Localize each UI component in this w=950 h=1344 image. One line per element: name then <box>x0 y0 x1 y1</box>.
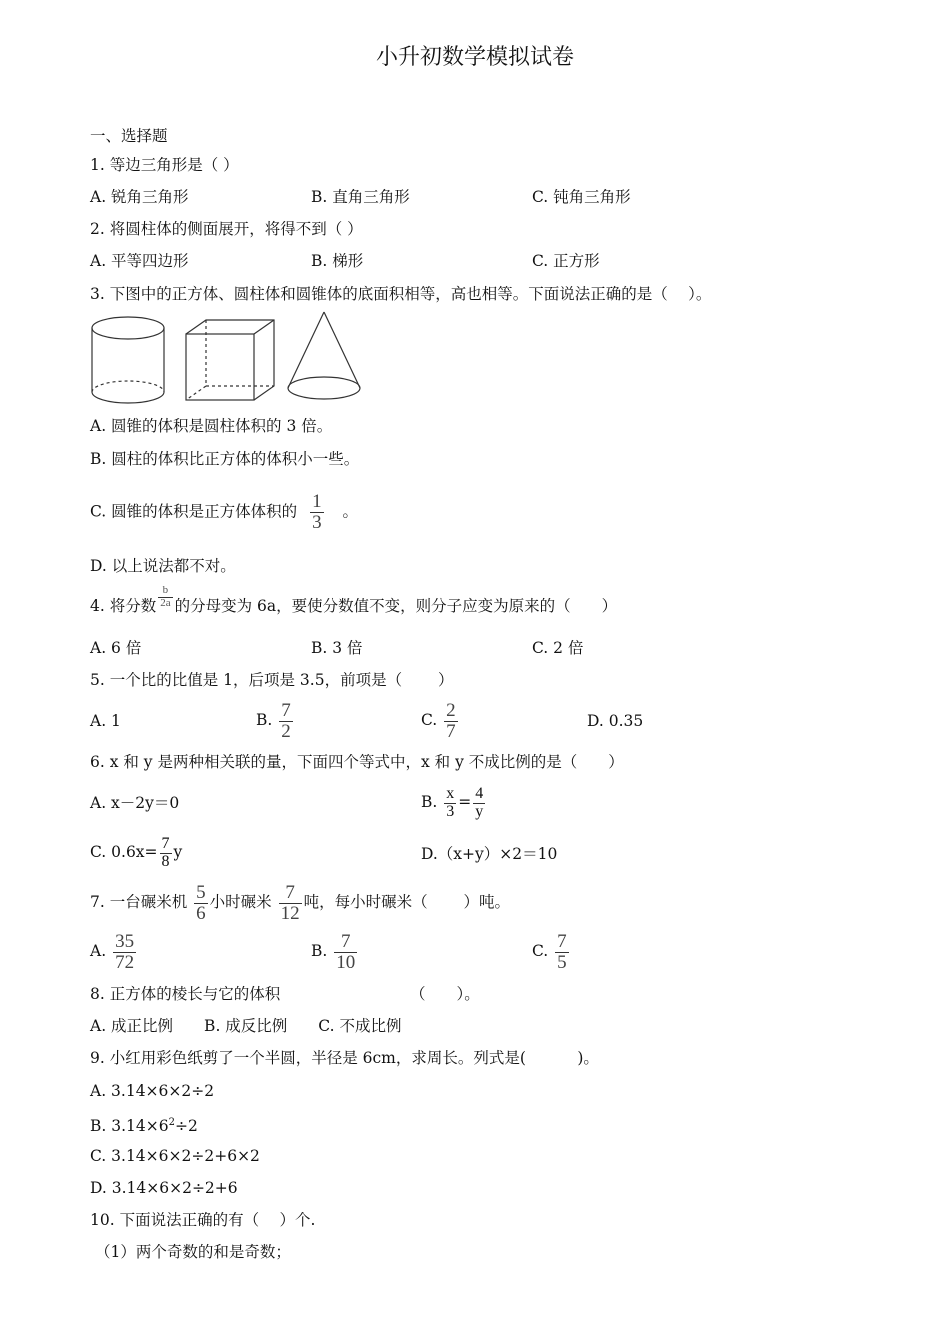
q1-option-b[interactable]: B. 直角三角形 <box>311 188 410 206</box>
fraction: $\frac{35}{72}$ <box>115 930 135 973</box>
q8-blank: （ ）。 <box>410 985 480 1003</box>
q7-option-b[interactable]: B. $\frac{7}{10}$ <box>311 930 356 973</box>
cube-top-edge <box>254 320 274 334</box>
fraction: $\frac{7}{5}$ <box>557 930 567 973</box>
q5-option-b[interactable]: B. $\frac{7}{2}$ <box>256 699 291 742</box>
page-title: 小升初数学模拟试卷 <box>375 45 574 70</box>
question-6: 6. x 和 y 是两种相关联的量，下面四个等式中，x 和 y 不成比例的是（ ） <box>90 753 624 771</box>
cube-hidden-edges <box>206 320 274 386</box>
q5-option-a[interactable]: A. 1 <box>90 712 121 730</box>
q7-option-c[interactable]: C. $\frac{7}{5}$ <box>532 930 567 973</box>
q7-option-a[interactable]: A. $\frac{35}{72}$ <box>90 930 135 973</box>
q1-option-a[interactable]: A. 锐角三角形 <box>90 188 189 206</box>
q2-option-c[interactable]: C. 正方形 <box>532 252 600 270</box>
cube-back-edges <box>186 320 274 400</box>
q8-options[interactable]: A. 成正比例 B. 成反比例 C. 不成比例 <box>90 1017 402 1035</box>
cylinder-bottom-front <box>92 392 164 403</box>
solids-figure <box>88 308 368 408</box>
q2-option-b[interactable]: B. 梯形 <box>311 252 364 270</box>
fraction: $\frac{7}{10}$ <box>336 930 356 973</box>
fraction: $\frac{4}{y}$ <box>475 784 484 820</box>
fraction: $\frac{7}{8}$ <box>161 834 170 870</box>
q6-option-d[interactable]: D.（x+y）×2＝10 <box>421 845 558 863</box>
fraction: $\frac{5}{6}$ <box>196 881 206 924</box>
q5-option-d[interactable]: D. 0.35 <box>587 712 644 730</box>
q6-option-b[interactable]: B. $\frac{x}{3}$ = $\frac{4}{y}$ <box>421 784 484 820</box>
question-5: 5. 一个比的比值是 1，后项是 3.5，前项是（ ） <box>90 671 454 689</box>
fraction: $\frac{x}{3}$ <box>446 784 455 820</box>
q3-option-d[interactable]: D. 以上说法都不对。 <box>90 557 236 575</box>
q10-statement-1: （1）两个奇数的和是奇数； <box>95 1243 291 1261</box>
fraction: $\frac{1}{3}$ <box>312 491 322 533</box>
question-9: 9. 小红用彩色纸剪了一个半圆，半径是 6cm，求周长。列式是( )。 <box>90 1049 599 1067</box>
question-2: 2. 将圆柱体的侧面展开，将得不到（ ） <box>90 220 363 238</box>
q4-option-b[interactable]: B. 3 倍 <box>311 639 363 657</box>
cone-base-front <box>288 388 360 399</box>
q1-option-c[interactable]: C. 钝角三角形 <box>532 188 631 206</box>
fraction: $\frac{2}{7}$ <box>446 699 456 742</box>
fraction: $\frac{b}{2a}$ <box>160 583 171 609</box>
section-heading: 一、选择题 <box>90 127 168 145</box>
question-8: 8. 正方体的棱长与它的体积 <box>90 985 281 1003</box>
cylinder-top <box>92 317 164 339</box>
q4-option-c[interactable]: C. 2 倍 <box>532 639 584 657</box>
q4-option-a[interactable]: A. 6 倍 <box>90 639 142 657</box>
question-10: 10. 下面说法正确的有（ ）个. <box>90 1211 316 1229</box>
cube-front <box>186 334 254 400</box>
cone-base-back <box>288 377 360 388</box>
q6-option-c[interactable]: C. 0.6x= $\frac{7}{8}$ y <box>90 834 183 870</box>
cylinder-bottom-back <box>92 381 164 392</box>
q3-option-b[interactable]: B. 圆柱的体积比正方体的体积小一些。 <box>90 450 360 468</box>
q2-option-a[interactable]: A. 平等四边形 <box>90 252 189 270</box>
fraction: $\frac{7}{2}$ <box>281 699 291 742</box>
question-7: 7. 一台碾米机 $\frac{5}{6}$ 小时碾米 $\frac{7}{12}$ 吨，每小时碾米（ ）吨。 <box>90 881 511 924</box>
q5-option-c[interactable]: C. $\frac{2}{7}$ <box>421 699 456 742</box>
q6-option-a[interactable]: A. x－2y＝0 <box>90 794 180 812</box>
q9-option-d[interactable]: D. 3.14×6×2÷2+6 <box>90 1179 238 1197</box>
question-3: 3. 下图中的正方体、圆柱体和圆锥体的底面积相等，高也相等。下面说法正确的是（ ）。 <box>90 285 712 303</box>
q9-option-b[interactable]: B. $3.14\times 6^2\div 2$ <box>90 1117 198 1136</box>
q3-option-a[interactable]: A. 圆锥的体积是圆柱体积的 3 倍。 <box>90 417 333 435</box>
q9-option-a[interactable]: A. 3.14×6×2÷2 <box>90 1082 215 1100</box>
cube-hidden-diag <box>186 386 206 400</box>
fraction: $\frac{7}{12}$ <box>280 881 300 924</box>
q9-option-c[interactable]: C. 3.14×6×2÷2+6×2 <box>90 1147 260 1165</box>
question-1: 1. 等边三角形是（ ） <box>90 156 239 174</box>
question-4: 4. 将分数 $\frac{b}{2a}$ 的分母变为 6a，要使分数值不变，则分子应变为原来的（ ） <box>90 583 618 615</box>
q3-option-c[interactable]: C. 圆锥的体积是正方体体积的 $\frac{1}{3}$ 。 <box>90 491 359 533</box>
q3-option-c-text: C. 圆锥的体积是正方体体积的 <box>90 502 298 521</box>
